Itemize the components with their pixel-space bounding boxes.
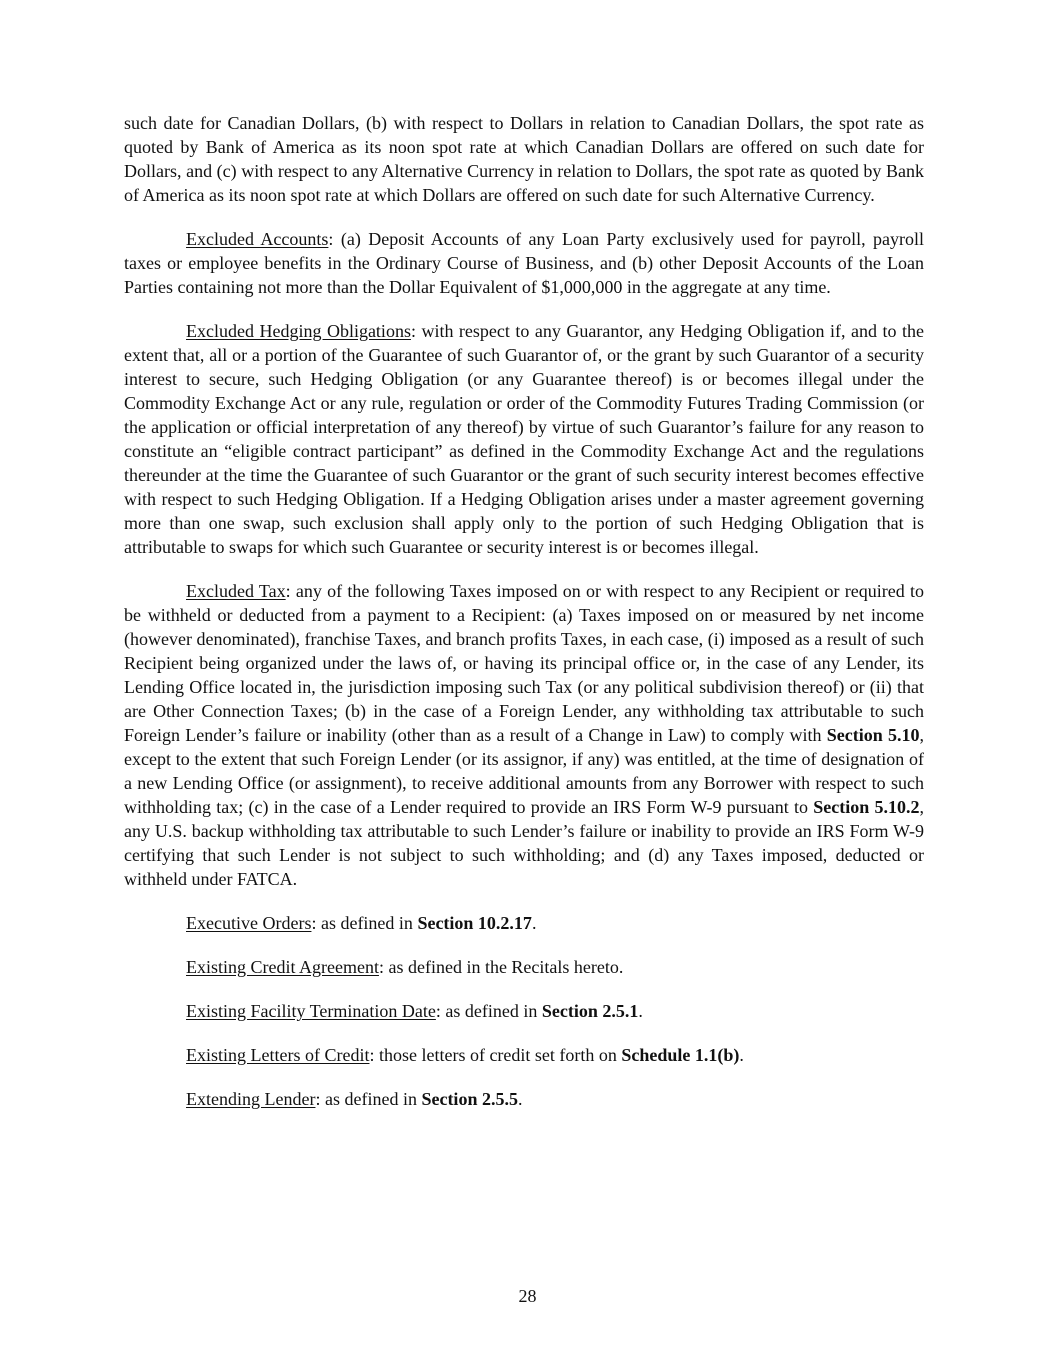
section-reference: Section 5.10 (826, 725, 920, 745)
definition-existing-letters-of-credit (124, 1043, 924, 1067)
definition-text: , except to the extent that such Foreign Lender (or its assignor, if any) was entitled, at the time of designation of a new Lending Office (or assignment), to receive additional amounts from any Borrower with respect to such withholding tax; (c) in the case of a Lender required to provide an IRS Form W-9 pursuant to (124, 725, 924, 817)
continuation-paragraph (124, 111, 924, 207)
section-reference: Section 10.2.17 (417, 913, 532, 933)
definition-text: : those letters of credit set forth on (369, 1045, 622, 1065)
definition-text: : as defined in (315, 1089, 422, 1109)
definition-text: , any U.S. backup withholding tax attributable to such Lender’s failure or inability to provide an IRS Form W-9 certifying that such Lender is not subject to such withholding; and (d) any Taxes imposed, deducted or withheld under FATCA. (124, 797, 924, 889)
definition-end: . (739, 1045, 744, 1065)
term-executive-orders: Executive Orders (186, 913, 312, 933)
page-number: 28 (518, 1286, 537, 1306)
definition-extending-lender (124, 1087, 924, 1111)
definition-existing-facility-termination-date (124, 999, 924, 1023)
definition-excluded-accounts (124, 227, 924, 299)
continuation-text: such date for Canadian Dollars, (b) with respect to Dollars in relation to Canadian Dollars, the spot rate as quoted by Bank of America as its noon spot rate at which Canadian Dollars are offered on such date for Dollars, and (c) with respect to any Alternative Currency in relation to Dollars, the spot rate as quoted by Bank of America as its noon spot rate at which Dollars are offered on such date for such Alternative Currency. (124, 113, 924, 205)
definition-text: : as defined in (311, 913, 418, 933)
section-reference: Section 2.5.1 (541, 1001, 639, 1021)
section-reference: Section 2.5.5 (421, 1089, 518, 1109)
term-existing-letters-of-credit: Existing Letters of Credit (186, 1045, 370, 1065)
definition-existing-credit-agreement (124, 955, 924, 979)
term-excluded-accounts: Excluded Accounts (186, 229, 329, 249)
schedule-reference: Schedule 1.1(b) (621, 1045, 740, 1065)
definition-text: : as defined in the Recitals hereto. (378, 957, 624, 977)
document-page (124, 111, 924, 1131)
term-existing-credit-agreement: Existing Credit Agreement (186, 957, 379, 977)
definition-text: : with respect to any Guarantor, any Hedging Obligation if, and to the extent that, all or a portion of the Guarantee of such Guarantor of, or the grant by such Guarantor of a security interest to secure, such Hedging Obligation (or any Guarantee thereof) is or becomes illegal under the Commodity Exchange Act or any rule, regulation or order of the Commodity Futures Trading Commission (or the application or official interpretation of any thereof) by virtue of such Guarantor’s failure for any reason to constitute an “eligible contract participant” as defined in the Commodity Exchange Act and the regulations thereunder at the time the Guarantee of such Guarantor or the grant of such security interest becomes effective with respect to such Hedging Obligation. If a Hedging Obligation arises under a master agreement governing more than one swap, such exclusion shall apply only to the portion of such Hedging Obligation that is attributable to swaps for which such Guarantee or security interest is or becomes illegal. (124, 321, 924, 557)
definition-end: . (638, 1001, 643, 1021)
definition-text: : (a) Deposit Accounts of any Loan Party exclusively used for payroll, payroll taxes or employee benefits in the Ordinary Course of Business, and (b) other Deposit Accounts of the Loan Parties containing not more than the Dollar Equivalent of $1,000,000 in the aggregate at any time. (124, 229, 924, 297)
definition-excluded-hedging-obligations (124, 319, 924, 559)
definition-end: . (531, 913, 537, 933)
term-excluded-hedging-obligations: Excluded Hedging Obligations (186, 321, 411, 341)
definition-text: : any of the following Taxes imposed on or with respect to any Recipient or required to be withheld or deducted from a payment to a Recipient: (a) Taxes imposed on or measured by net income (however denominated), franchise Taxes, and branch profits Taxes, in each case, (i) imposed as a result of such Recipient being organized under the laws of, or having its principal office or, in the case of any Lender, its Lending Office located in, the jurisdiction imposing such Tax (or any political subdivision thereof) or (ii) that are Other Connection Taxes; (b) in the case of a Foreign Lender, any withholding tax attributable to such Foreign Lender’s failure or inability (other than as a result of a Change in Law) to comply with (124, 581, 924, 745)
definition-text: : as defined in (435, 1001, 542, 1021)
term-extending-lender: Extending Lender (186, 1089, 316, 1109)
term-existing-facility-termination-date: Existing Facility Termination Date (186, 1001, 436, 1021)
section-reference: Section 5.10.2 (813, 797, 920, 817)
definition-executive-orders (124, 911, 924, 935)
definition-end: . (517, 1089, 523, 1109)
term-excluded-tax: Excluded Tax (186, 581, 286, 601)
definition-excluded-tax (124, 579, 924, 891)
